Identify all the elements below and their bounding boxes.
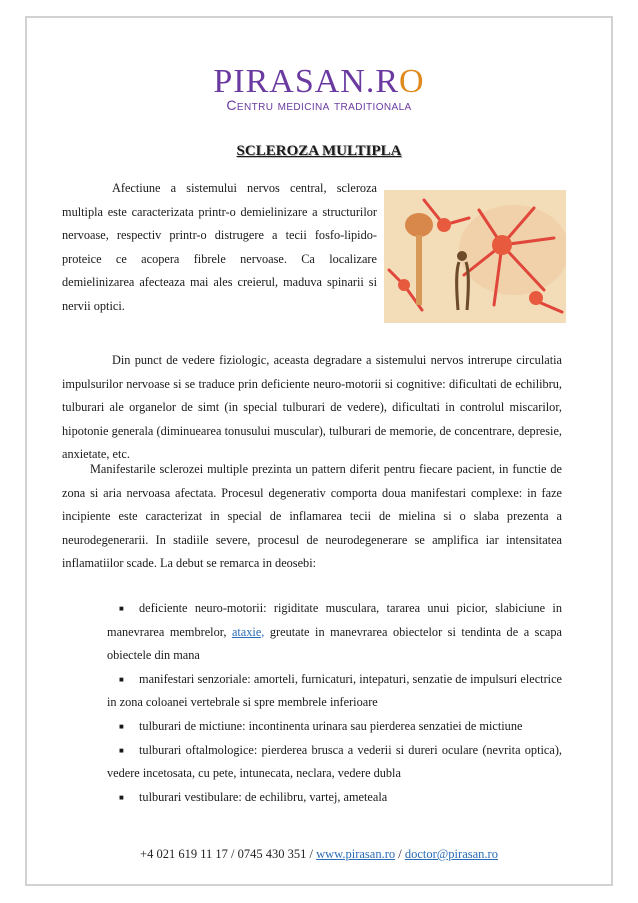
logo-accent: O [399, 63, 425, 100]
ataxie-link[interactable]: ataxie, [231, 624, 265, 639]
neuron-illustration [384, 190, 566, 323]
square-bullet-icon: ■ [119, 604, 124, 613]
symptom-list [107, 597, 562, 809]
footer-phones: +4 021 619 11 17 / 0745 430 351 / [140, 847, 317, 861]
paragraph-manifestations: Manifestarile sclerozei multiple prezinta un pattern diferit pentru fiecare pacient, in functie de zona si aria nervoasa afectata. Procesul degenerativ comporta doua manifestari complexe: in faze incipiente este caracterizat in special de inflamarea tecii de mielina si o slaba prezenta a neurodegenerarii. In stadiile severe, procesul de neurodegenerare se amplifica iar intensitatea inflamatiilor scade. La debut se remarca in deosebi: [62, 462, 562, 571]
list-item: ■ manifestari senzoriale: amorteli, furnicaturi, intepaturi, senzatie de impulsuri electrice in zona coloanei vertebrale si spre membrele inferioare [107, 668, 562, 715]
square-bullet-icon: ■ [119, 792, 124, 802]
square-bullet-icon: ■ [119, 721, 124, 731]
list-item: ■ deficiente neuro-motorii: rigiditate musculara, tararea unui picior, slabiciune in manevrarea membrelor, ataxie, greutate in manevrarea obiectelor si tendinta de a scapa obiectele din mana [107, 597, 562, 668]
logo [0, 63, 638, 101]
website-link[interactable]: www.pirasan.ro [316, 847, 396, 861]
page-title: SCLEROZA MULTIPLA [236, 143, 402, 159]
footer-contact [0, 847, 638, 862]
list-item: ■ tulburari oftalmologice: pierderea brusca a vederii si dureri oculare (nevrita optica), vedere incetosata, cu pete, intunecata, neclara, vedere dubla [107, 739, 562, 786]
paragraph-physiology: Din punct de vedere fiziologic, aceasta degradare a sistemului nervos intrerupe circulatia impulsurilor nervoase si se traduce prin deficiente neuro-motorii si cognitive: dificultati de echilibru, tulburari ale organelor de simt (in special tulburari de vedere), dificultati in controlul miscarilor, hipotonie generala (diminuearea tonusului muscular), tulburari de memorie, de concentrare, depresie, anxietate, etc. [62, 353, 562, 462]
logo-subtitle: Centru medicina traditionala [226, 97, 412, 113]
square-bullet-icon: ■ [119, 745, 124, 755]
neuron-image [384, 190, 566, 323]
square-bullet-icon: ■ [119, 674, 124, 684]
list-item: ■ tulburari de mictiune: incontinenta urinara sau pierderea senzatiei de mictiune [107, 715, 562, 739]
email-link[interactable]: doctor@pirasan.ro [404, 847, 498, 861]
list-item: ■ tulburari vestibulare: de echilibru, vartej, ameteala [107, 786, 562, 810]
paragraph-intro: Afectiune a sistemului nervos central, scleroza multipla este caracterizata printr-o demielinizare a structurilor nervoase, respectiv printr-o distrugere a tecii fosfo-lipido-proteice ce acopera fibrele nervoase. Ca localizare demielinizarea afecteaza mai ales creierul, maduva spinarii si nervii optici. [62, 181, 377, 313]
footer-separator: / [395, 847, 405, 861]
logo-text: PIRASAN.R [213, 63, 400, 100]
